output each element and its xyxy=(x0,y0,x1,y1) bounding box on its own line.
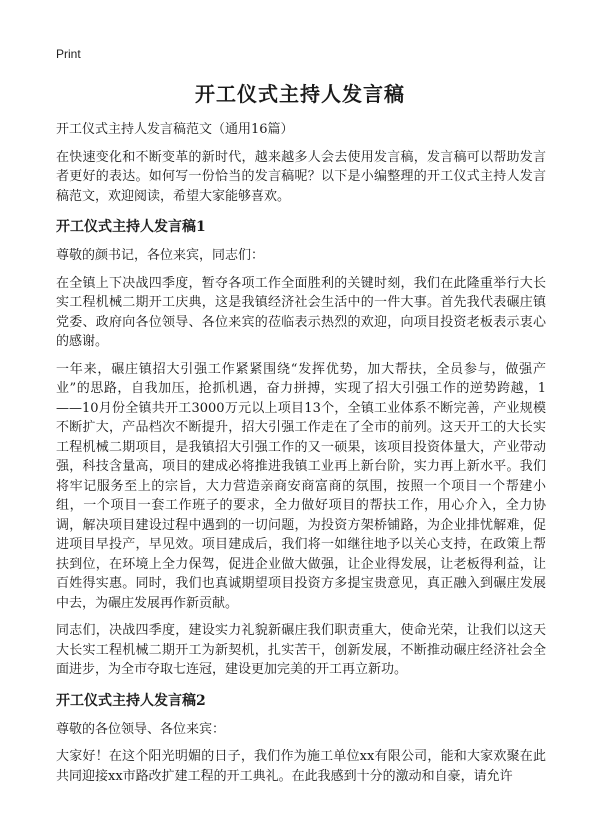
intro-paragraph: 在快速变化和不断变革的新时代，越来越多人会去使用发言稿，发言稿可以帮助发言者更好的表达。如何写一份恰当的发言稿呢？以下是小编整理的开工仪式主持人发言稿范文，欢迎阅读，希望大家能够喜欢。 xyxy=(56,149,546,204)
section-heading-2: 开工仪式主持人发言稿2 xyxy=(56,692,206,709)
section-2-paragraph-1: 大家好！在这个阳光明媚的日子，我们作为施工单位xx有限公司，能和大家欢聚在此共同迎接xx市路改扩建工程的开工典礼。在此我感到十分的激动和自豪，请允许 xyxy=(56,749,546,784)
print-link[interactable]: Print xyxy=(56,47,81,61)
document-body xyxy=(56,120,546,786)
document-subtitle: 开工仪式主持人发言稿范文（通用16篇） xyxy=(56,122,294,137)
section-1-paragraph-2: 一年来，碾庄镇招大引强工作紧紧围绕“发挥优势，加大帮扶，全员参与，做强产业”的思路，自我加压，抢抓机遇，奋力拼搏，实现了招大引强工作的逆势跨越，1——10月份全镇共开工3000万元以上项目13个，全镇工业体系不断完善，产业规模不断扩大，产品档次不断提升，招大引强工作走在了全市的前列。这天开工的大长实工程机械二期项目，是我镇招大引强工作的又一硕果，该项目投资体量大，产业带动强，科技含量高，项目的建成必将推进我镇工业再上新台阶，实力再上新水平。我们将牢记服务至上的宗旨，大力营造亲商安商富商的氛围，按照一个项目一个帮建小组，一个项目一套工作班子的要求，全力做好项目的帮扶工作，用心介入，全力协调，解决项目建设过程中遇到的一切问题，为投资方架桥铺路，为企业排忧解难，促进项目早投产，早见效。项目建成后，我们将一如继往地予以关心支持，在政策上帮扶到位，在环境上全力保驾，促进企业做大做强，让企业得发展，让老板得利益，让百姓得实惠。同时，我们也真诚期望项目投资方多提宝贵意见，真正融入到碾庄发展中去，为碾庄发展再作新贡献。 xyxy=(56,361,546,611)
section-heading-1: 开工仪式主持人发言稿1 xyxy=(56,219,206,235)
section-1-greeting: 尊敬的颜书记，各位来宾，同志们： xyxy=(56,248,265,263)
section-2-greeting: 尊敬的各位领导、各位来宾： xyxy=(56,721,226,737)
section-1-paragraph-3: 同志们，决战四季度，建设实力礼貌新碾庄我们职责重大，使命光荣，让我们以这天大长实工程机械二期开工为新契机，扎实苦干，创新发展，不断推动碾庄经济社会全面进步，为全市夺取七连冠，建设更加完美的开工再立新功。 xyxy=(56,623,546,677)
section-1-paragraph-1: 在全镇上下决战四季度，暂夺各项工作全面胜利的关键时刻，我们在此隆重举行大长实工程机械二期开工庆典，这是我镇经济社会生活中的一件大事。首先我代表碾庄镇党委、政府向各位领导、各位来宾的莅临表示热烈的欢迎，向项目投资老板表示衷心的感谢。 xyxy=(56,275,546,349)
page-title: 开工仪式主持人发言稿 xyxy=(195,82,405,106)
